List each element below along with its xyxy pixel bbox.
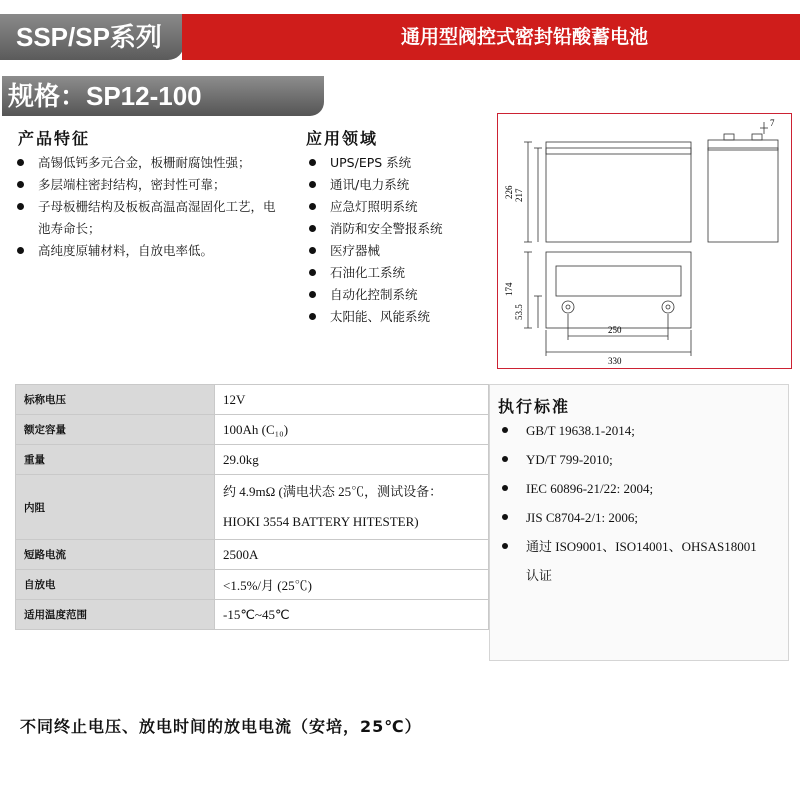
spec-key: 额定容量 [16,415,215,445]
spec-key: 自放电 [16,570,215,600]
application-item: 应急灯照明系统 [306,196,492,218]
applications-title: 应用领域 [306,129,379,148]
standards-list [496,416,792,590]
spec-value: 2500A [215,540,489,570]
standard-item: JIS C8704-2/1: 2006; [496,503,792,532]
dim-width: 174 [504,282,514,296]
spec-key: 适用温度范围 [16,600,215,630]
spec-value: -15℃~45℃ [215,600,489,630]
spec-value: 29.0kg [215,445,489,475]
spec-key: 内阻 [16,475,215,540]
feature-item: 多层端柱密封结构，密封性可靠； [14,174,286,196]
application-item: 石油化工系统 [306,262,492,284]
application-item: 自动化控制系统 [306,284,492,306]
spec-value: 100Ah (C₁₀) [215,415,489,445]
spec-key: 重量 [16,445,215,475]
feature-item: 高纯度原辅材料，自放电率低。 [14,240,286,262]
front-view-lid [546,148,691,154]
battery-drawing-svg [498,114,791,368]
application-item: 医疗器械 [306,240,492,262]
application-item: 通讯/电力系统 [306,174,492,196]
feature-item: 子母板栅结构及板板高温高湿固化工艺，电池寿命长； [14,196,286,240]
dim-inner: 53.5 [514,304,524,320]
side-view-outline [708,148,778,242]
front-view-outline [546,142,691,242]
dim-length-total: 330 [608,356,622,366]
dimension-drawing [497,113,792,369]
standard-item: YD/T 799-2010; [496,445,792,474]
series-title: SSP/SP系列 [0,14,184,60]
spec-key: 短路电流 [16,540,215,570]
spec-value: 12V [215,385,489,415]
spec-value-line2: HIOKI 3554 BATTERY HITESTER) [223,514,419,529]
application-item: 太阳能、风能系统 [306,306,492,328]
feature-item: 高锡低钙多元合金，板栅耐腐蚀性强； [14,152,286,174]
spec-value-line1: 约 4.9mΩ (满电状态 25℃，测试设备： [223,484,443,499]
spec-value [215,475,489,540]
table-row [16,540,489,570]
table-row [16,445,489,475]
spec-value: <1.5%/月 (25℃) [215,570,489,600]
standard-item: GB/T 19638.1-2014; [496,416,792,445]
table-row [16,415,489,445]
application-item: UPS/EPS 系统 [306,152,492,174]
standard-item: IEC 60896-21/22: 2004; [496,474,792,503]
table-row [16,570,489,600]
standard-item-cont: 认证 [526,568,553,583]
product-type: 通用型阀控式密封铅酸蓄电池 [182,14,800,60]
dim-height-body: 217 [514,188,524,202]
discharge-table-title: 不同终止电压、放电时间的放电电流（安培，25℃） [20,717,422,736]
header-band [0,14,800,60]
standards-title: 执行标准 [498,397,571,416]
table-row [16,600,489,630]
spec-key: 标称电压 [16,385,215,415]
table-row [16,385,489,415]
spec-table [15,384,489,630]
features-title: 产品特征 [18,129,91,148]
standard-item: 通过 ISO9001、ISO14001、OHSAS18001 [496,532,792,561]
dim-length-inner: 250 [608,325,622,335]
side-view-top [708,140,778,150]
dim-height-total: 226 [504,185,514,199]
model-label: 规格：SP12-100 [2,76,324,116]
features-list [14,152,286,262]
table-row [16,475,489,540]
application-item: 消防和安全警报系统 [306,218,492,240]
dim-terminal: 7 [770,118,775,128]
applications-list [306,152,492,328]
